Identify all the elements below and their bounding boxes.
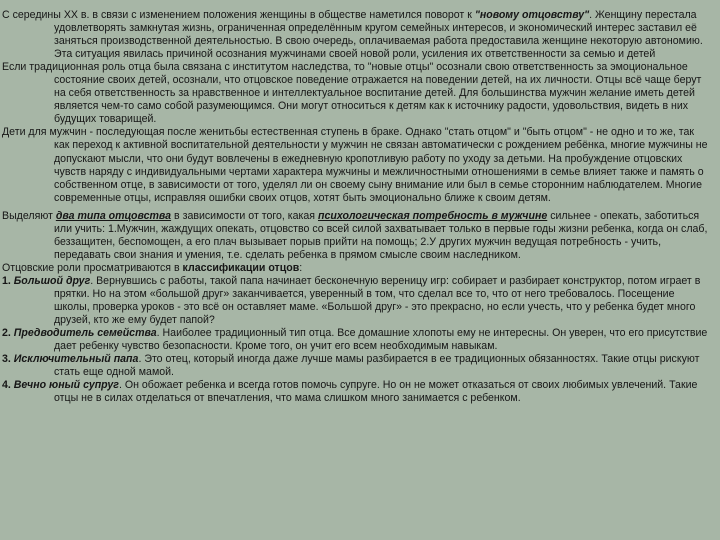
text: сильнее - опекать, заботиться или учить: 1.Мужчин, жаждущих опекать, отцовство со всей силой захватывает только в первые годы жизни ребенка, когда он слаб, беззащитен, беспомощен, а его плач вызывает порыв прийти на помощь; 2.У других мужчин ведущая потребность - учить, передавать свои знания и умения, т.е. сделать ребенка в прямом смысле своим наследником. [54,209,708,261]
text: . Женщину перестала удовлетворять замкнутая жизнь, ограниченная определённым кругом семейных интересов, и экономический интерес заставил её заняться производственной деятельностью. В свою очередь, оплачиваемая работа предоставила женщине некоторую автономию. Эта ситуация явилась причиной осознания мужчинами своей новой роли, усиления их ответственности за семью и детей [54,9,703,61]
paragraph-traditional-role [2,61,710,126]
list-item-big-friend [2,275,710,327]
text: . Это отец, который иногда даже лучше мамы разбирается в ее традиционных обязанностях. Такие отцы рискуют стать еще одной мамой. [54,353,700,379]
list-number: 1. [2,274,14,287]
list-item-family-leader [2,327,710,353]
emphasis-classification: классификации отцов [182,261,300,274]
text: в зависимости от того, какая [171,209,318,222]
emphasis-psych-need: психологическая потребность в мужчине [317,209,548,222]
text: Выделяют [2,209,56,222]
list-title: Предводитель семейства [13,327,157,340]
list-number: 2. [2,327,14,340]
list-item-young-spouse [2,379,710,405]
list-title: Большой друг [13,274,91,287]
text: Если традиционная роль отца была связана с институтом наследства, то "новые отцы" осознали свою ответственность за эмоциональное состояние своих детей, осознали, что отцовское поведение отражается на поведении детей, на их личности. Отцы всё чаще берут на себя ответственность за нравственное и интеллектуальное воспитание детей. Для большинства мужчин желание иметь детей является чем-то само собой разумеющимся. Они могут относиться к детям как к источнику радости, удовольствия, видеть в них будущих товарищей. [2,61,702,126]
emphasis-two-types: два типа отцовства [55,209,172,222]
text: Отцовские роли просматриваются в [2,261,183,274]
text: . Он обожает ребенка и всегда готов помочь супруге. Но он не может отказаться от своих любимых увлечений. Такие отцы не в силах отделаться от впечатления, что мама слишком много занимается с ребенком. [54,379,698,405]
list-title: Вечно юный супруг [13,379,119,392]
paragraph-classification [2,262,710,275]
paragraph-children-for-men [2,126,710,204]
text: Дети для мужчин - последующая после женитьбы естественная ступень в браке. Однако "стать отцом" и "быть отцом" - не одно и то же, так как переход к активной воспитательной деятельности у мужчин не связан автоматически с рождением ребёнка, многие мужчины не допускают мысли, что они будут вовлечены в ежедневную кропотливую работу по уходу за детьми. На пробуждение отцовских чувств наряду с индивидуальными чертами характера мужчины и межличностными отношениями в семье влияет также и память о собственном отце, в зависимости от того, уделял ли он своему сыну внимание или был в семье сторонним наблюдателем. Многие современные отцы, исправляя ошибки своих отцов, хотят быть эмоционально ближе к своим детям. [2,126,708,204]
list-title: Исключительный папа [13,353,139,366]
text: . Наиболее традиционный тип отца. Все домашние хлопоты ему не интересны. Он уверен, что его присутствие дает ребенку чувство безопасности. Кроме того, он учит его всем необходимым навыкам. [54,327,708,353]
emphasis-new-fatherhood: "новому отцовству" [474,9,590,21]
paragraph-two-types [2,210,710,262]
text: . Вернувшись с работы, такой папа начинает бесконечную вереницу игр: собирает и разбирает конструктор, потом играет в прятки. Но на этом «большой друг» заканчивается, уверенный в том, что сделал все то, что от него требовалось. Посещение школы, проверка уроков - это всё он оставляет маме. «Большой друг» - это прекрасно, но если учесть, что у ребенка будет много друзей, кто же ему будет папой? [54,274,701,327]
paragraph-new-fatherhood [2,9,710,61]
text: : [299,261,303,274]
list-item-exceptional-dad [2,353,710,379]
list-number: 4. [2,379,14,392]
text: С середины XX в. в связи с изменением положения женщины в обществе наметился поворот к [2,9,475,21]
list-number: 3. [2,353,14,366]
